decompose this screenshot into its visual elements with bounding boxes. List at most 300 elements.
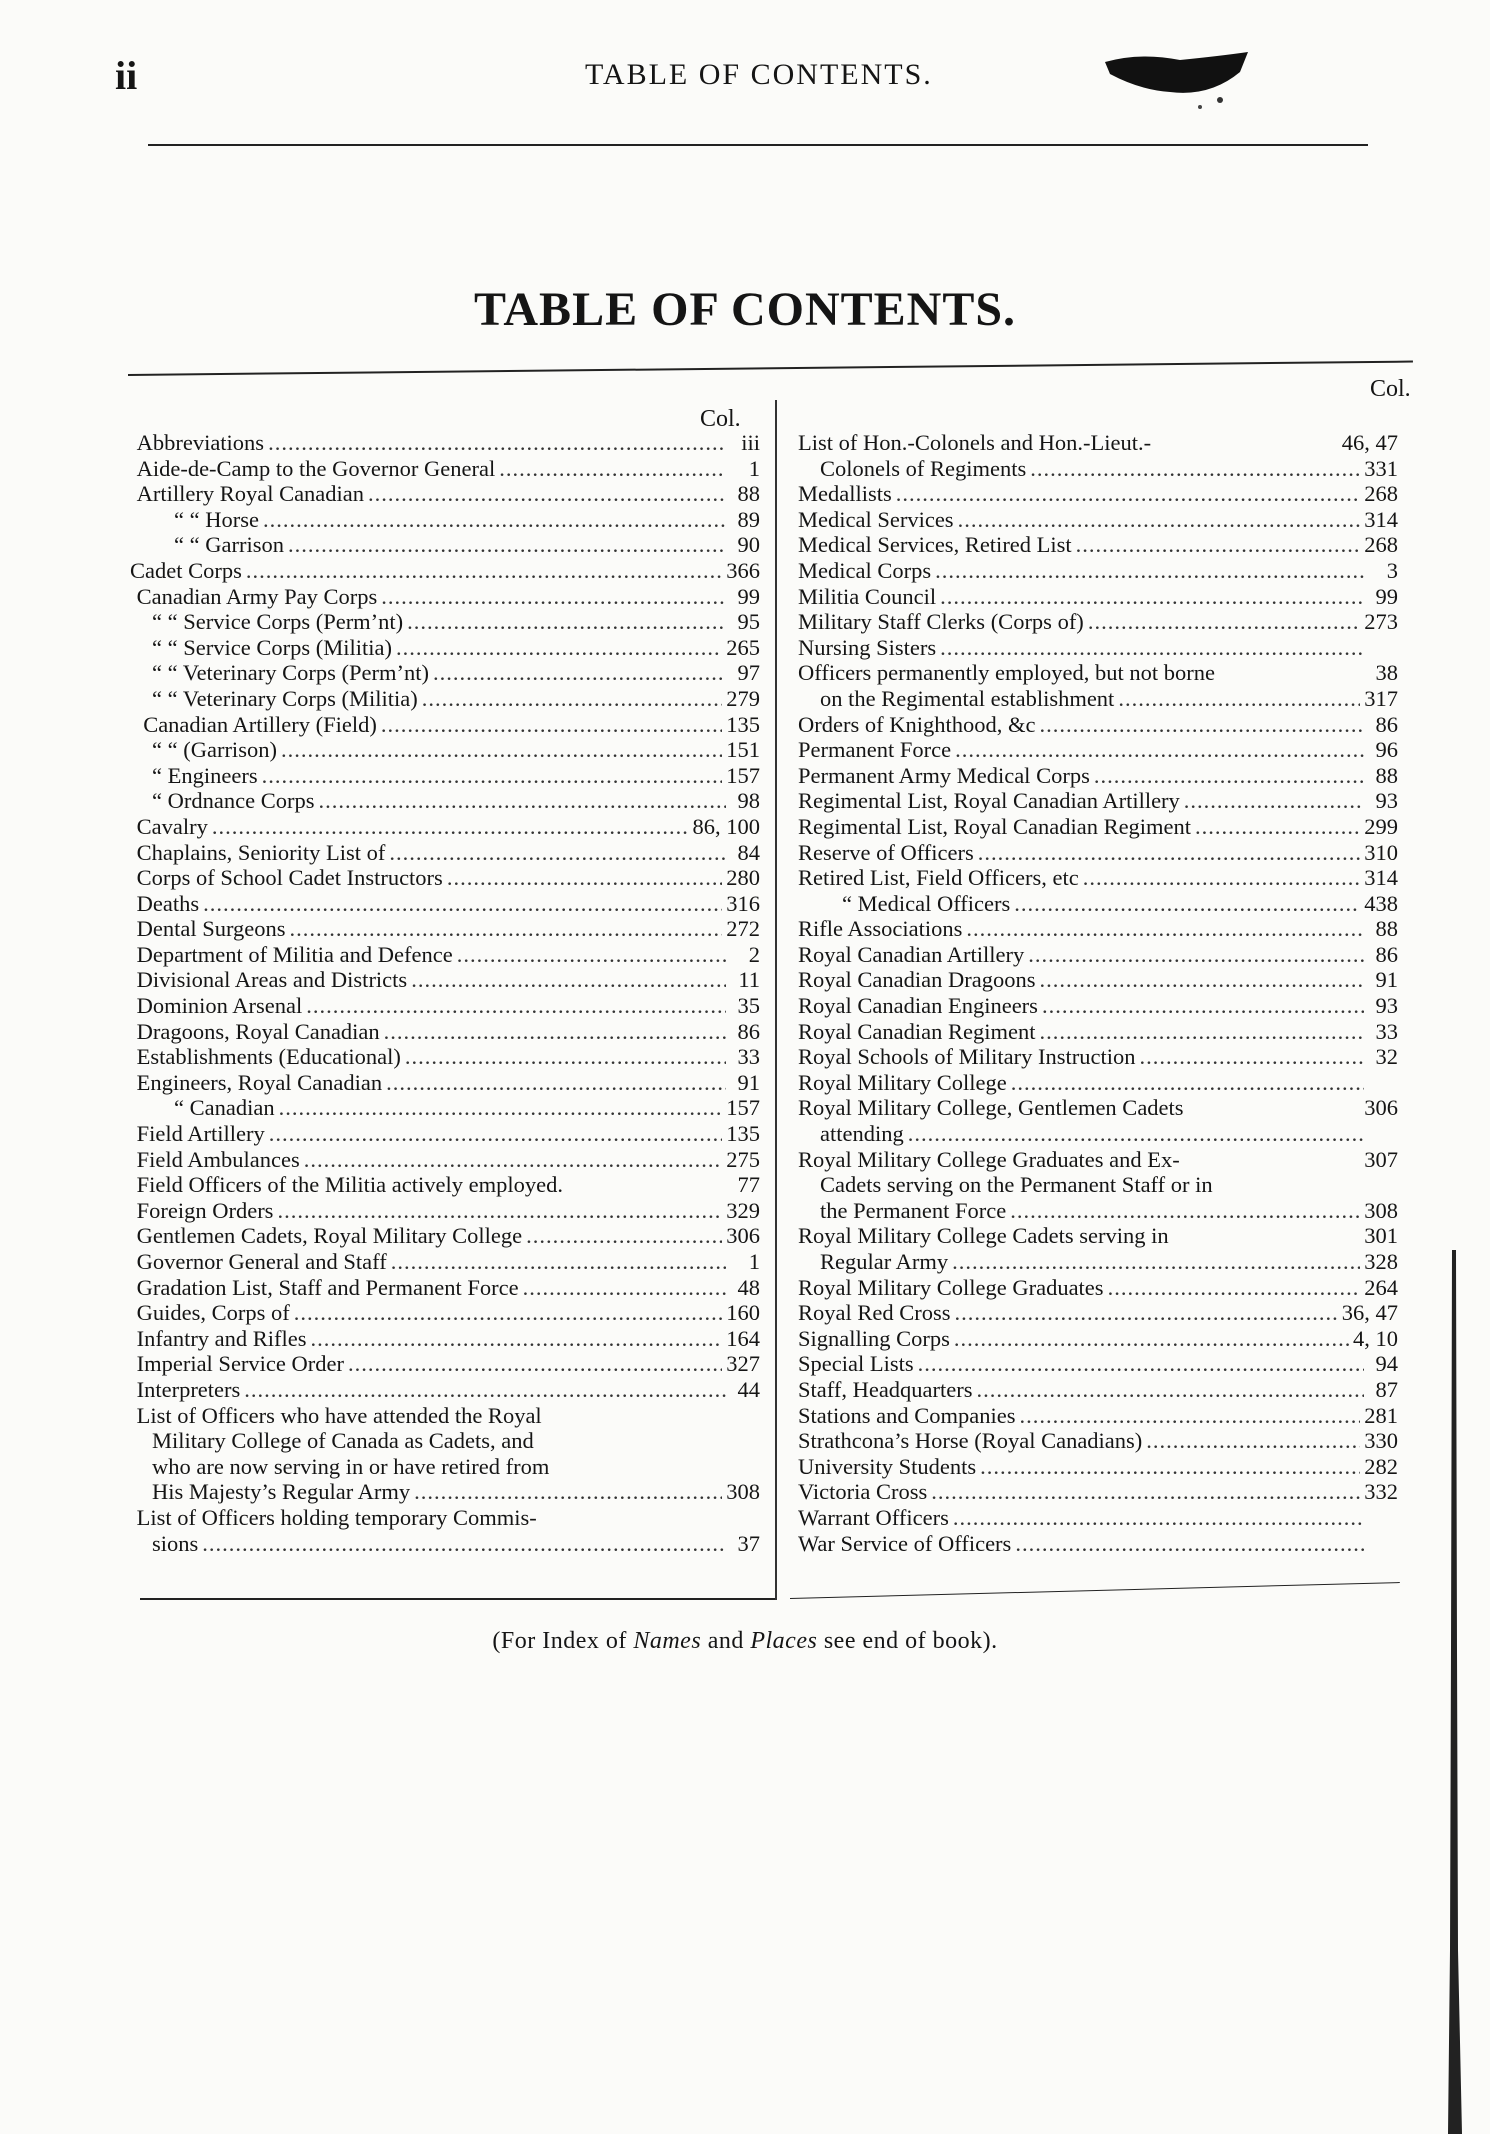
toc-entry-title: Establishments (Educational) <box>136 1044 401 1070</box>
toc-entry-title: “ Canadian <box>174 1095 275 1121</box>
toc-dot-leader <box>1146 1428 1360 1454</box>
toc-entry-title: “ “ (Garrison) <box>152 737 277 763</box>
toc-entry <box>798 993 1398 1019</box>
toc-entry-title: Regimental List, Royal Canadian Regiment <box>798 813 1192 839</box>
toc-entry <box>130 1479 760 1505</box>
toc-entry <box>130 942 760 968</box>
toc-entry-title: Engineers, Royal Canadian <box>136 1069 383 1095</box>
toc-entry <box>798 558 1398 584</box>
toc-entry <box>130 1198 760 1224</box>
toc-entry <box>130 558 760 584</box>
toc-entry-column: 306 <box>1364 1095 1398 1121</box>
toc-dot-leader <box>381 712 722 738</box>
toc-dot-leader <box>263 507 726 533</box>
toc-dot-leader <box>203 891 722 917</box>
toc-entry-title: “ Ordnance Corps <box>152 788 315 814</box>
toc-entry-column: 88 <box>737 481 760 507</box>
toc-entry-column: 44 <box>737 1376 760 1402</box>
toc-dot-leader <box>279 1095 723 1121</box>
toc-dot-leader <box>411 967 726 993</box>
toc-entry <box>130 1403 760 1429</box>
toc-entry <box>798 1403 1398 1429</box>
toc-entry-title: “ “ Garrison <box>174 532 284 558</box>
toc-entry-column: 88 <box>1375 762 1398 788</box>
toc-entry-title: Department of Militia and Defence <box>136 941 453 967</box>
toc-entry-title: Aide-de-Camp to the Governor General <box>136 455 496 481</box>
toc-entry-column: 265 <box>726 634 760 660</box>
toc-entry-column: 3 <box>1386 557 1398 583</box>
toc-entry-column: 316 <box>726 890 760 916</box>
toc-entry <box>798 967 1398 993</box>
toc-dot-leader <box>269 1121 723 1147</box>
column-divider <box>775 400 777 1600</box>
toc-entry-title: Colonels of Regiments <box>820 455 1027 481</box>
toc-entry <box>798 891 1398 917</box>
right-col-label: Col. <box>1370 376 1411 402</box>
toc-dot-leader <box>311 1326 723 1352</box>
toc-entry-title: List of Hon.-Colonels and Hon.-Lieut.- <box>798 430 1152 455</box>
toc-dot-leader <box>212 814 689 840</box>
toc-entry-title: Nursing Sisters <box>798 634 937 660</box>
toc-entry-title: Medallists <box>798 481 892 507</box>
index-note-prefix: (For Index of <box>492 1628 634 1654</box>
toc-entry <box>798 1454 1398 1480</box>
toc-entry <box>130 1249 760 1275</box>
toc-dot-leader <box>980 1454 1360 1480</box>
toc-entry-column: 93 <box>1375 788 1398 814</box>
toc-dot-leader <box>954 1326 1349 1352</box>
toc-dot-leader <box>1030 456 1360 482</box>
toc-entry-column: 32 <box>1375 1044 1398 1070</box>
toc-entry-column: 86, 100 <box>692 813 760 839</box>
title-rule <box>128 361 1413 376</box>
toc-entry-column: 33 <box>1375 1018 1398 1044</box>
toc-entry-title: Canadian Army Pay Corps <box>136 583 378 609</box>
toc-entry <box>130 1531 760 1557</box>
ink-blot-mark <box>1100 52 1250 112</box>
toc-entry-column: 275 <box>726 1146 760 1172</box>
toc-entry-column: 366 <box>726 557 760 583</box>
toc-entry-title: “ “ Service Corps (Militia) <box>152 634 392 660</box>
toc-entry <box>130 865 760 891</box>
toc-entry-title: “ “ Horse <box>174 506 259 532</box>
toc-entry <box>798 1172 1398 1198</box>
toc-entry-title: Corps of School Cadet Instructors <box>136 865 443 891</box>
toc-dot-leader <box>407 609 726 635</box>
toc-entry <box>130 1019 760 1045</box>
toc-entry <box>798 763 1398 789</box>
toc-dot-leader <box>931 1479 1360 1505</box>
toc-entry-column: 164 <box>726 1325 760 1351</box>
toc-entry <box>130 1121 760 1147</box>
toc-entry-title: Royal Canadian Artillery <box>798 941 1025 967</box>
toc-entry-title: Officers permanently employed, but not borne <box>798 660 1215 686</box>
toc-entry <box>130 916 760 942</box>
toc-dot-leader <box>246 558 722 584</box>
toc-entry-column: 157 <box>726 762 760 788</box>
toc-entry-column: 299 <box>1364 813 1398 839</box>
toc-entry <box>130 967 760 993</box>
toc-entry-column: 96 <box>1375 737 1398 763</box>
toc-entry-column: 307 <box>1364 1146 1398 1172</box>
toc-entry-column: 98 <box>737 788 760 814</box>
running-title: TABLE OF CONTENTS. <box>585 58 933 91</box>
toc-dot-leader <box>391 1249 726 1275</box>
toc-entry-title: Dominion Arsenal <box>136 993 303 1019</box>
toc-dot-leader <box>1042 993 1364 1019</box>
toc-dot-leader <box>523 1275 726 1301</box>
toc-entry-column: 308 <box>1364 1197 1398 1223</box>
toc-dot-leader <box>262 763 723 789</box>
toc-entry-column: 94 <box>1375 1351 1398 1377</box>
toc-entry <box>130 660 760 686</box>
toc-dot-leader <box>1039 1019 1364 1045</box>
toc-dot-leader <box>1039 967 1364 993</box>
toc-dot-leader <box>433 660 726 686</box>
toc-entry <box>798 1377 1398 1403</box>
toc-dot-leader <box>414 1479 722 1505</box>
toc-dot-leader <box>955 737 1364 763</box>
toc-dot-leader <box>1039 712 1364 738</box>
toc-entry <box>130 1147 760 1173</box>
toc-entry-column: 87 <box>1375 1376 1398 1402</box>
toc-entry-title: “ “ Service Corps (Perm’nt) <box>152 609 404 635</box>
toc-entry-column: 438 <box>1364 890 1398 916</box>
toc-entry <box>798 1198 1398 1224</box>
toc-entry-column: 99 <box>1375 583 1398 609</box>
toc-entry-title: Royal Military College Graduates <box>798 1274 1104 1300</box>
toc-entry-column: 1 <box>748 455 760 481</box>
toc-dot-leader <box>1015 1531 1364 1557</box>
toc-entry <box>130 1044 760 1070</box>
toc-entry <box>130 532 760 558</box>
toc-entry-title: Royal Canadian Dragoons <box>798 967 1036 993</box>
toc-entry-title: Stations and Companies <box>798 1402 1016 1428</box>
toc-dot-leader <box>896 481 1361 507</box>
toc-entry-column: iii <box>741 430 760 455</box>
toc-entry-title: Military College of Canada as Cadets, and <box>152 1428 534 1454</box>
toc-dot-leader <box>348 1351 722 1377</box>
toc-dot-leader <box>526 1223 722 1249</box>
toc-entry-title: Cadet Corps <box>130 557 242 583</box>
toc-dot-leader <box>1011 1070 1364 1096</box>
toc-entry-title: Retired List, Field Officers, etc <box>798 865 1079 891</box>
toc-entry-column: 2 <box>748 941 760 967</box>
toc-entry-column: 46, 47 <box>1341 430 1398 455</box>
toc-entry <box>130 1275 760 1301</box>
toc-dot-leader <box>1108 1275 1361 1301</box>
toc-entry <box>130 840 760 866</box>
toc-entry <box>798 481 1398 507</box>
toc-entry-column: 135 <box>726 711 760 737</box>
toc-dot-leader <box>396 635 722 661</box>
toc-entry-column: 329 <box>726 1197 760 1223</box>
toc-entry-column: 4, 10 <box>1353 1325 1398 1351</box>
toc-dot-leader <box>1118 686 1360 712</box>
toc-dot-leader <box>1010 1198 1360 1224</box>
toc-entry-title: Medical Services <box>798 506 954 532</box>
toc-entry-title: Reserve of Officers <box>798 839 974 865</box>
toc-entry-title: Deaths <box>136 890 200 916</box>
toc-dot-leader <box>1083 865 1360 891</box>
toc-entry <box>130 1505 760 1531</box>
toc-dot-leader <box>940 584 1364 610</box>
toc-entry-column: 11 <box>738 967 760 993</box>
toc-dot-leader <box>952 1249 1360 1275</box>
toc-dot-leader <box>405 1044 726 1070</box>
toc-entry <box>798 1019 1398 1045</box>
toc-dot-leader <box>1028 942 1364 968</box>
toc-entry <box>130 1326 760 1352</box>
toc-entry <box>798 865 1398 891</box>
toc-entry-title: Staff, Headquarters <box>798 1376 973 1402</box>
toc-entry <box>130 737 760 763</box>
toc-entry <box>798 1326 1398 1352</box>
toc-entry-column: 282 <box>1364 1453 1398 1479</box>
toc-dot-leader <box>368 481 726 507</box>
toc-entry-title: Medical Services, Retired List <box>798 532 1072 558</box>
toc-entry <box>798 1300 1398 1326</box>
toc-entry-title: Governor General and Staff <box>136 1249 387 1274</box>
toc-entry-title: Royal Military College Graduates and Ex- <box>798 1146 1180 1172</box>
toc-dot-leader <box>978 840 1360 866</box>
toc-dot-leader <box>1014 891 1360 917</box>
toc-dot-leader <box>1094 763 1364 789</box>
toc-entry-column: 37 <box>737 1530 760 1556</box>
toc-entry <box>798 507 1398 533</box>
toc-entry <box>130 1070 760 1096</box>
toc-entry-title: Victoria Cross <box>798 1479 928 1505</box>
toc-entry <box>130 1428 760 1454</box>
toc-entry-column: 90 <box>737 532 760 558</box>
toc-dot-leader <box>277 1198 722 1224</box>
toc-entry-title: Dragoons, Royal Canadian <box>136 1018 380 1044</box>
page-edge-shadow <box>1448 1250 1462 2134</box>
index-note-suffix: see end of book). <box>817 1628 998 1654</box>
toc-dot-leader <box>1076 532 1361 558</box>
toc-entry <box>130 456 760 482</box>
toc-entry <box>130 1095 760 1121</box>
toc-dot-leader <box>955 1300 1338 1326</box>
toc-entry <box>130 609 760 635</box>
toc-entry <box>798 737 1398 763</box>
toc-dot-leader <box>381 584 726 610</box>
toc-entry <box>798 686 1398 712</box>
toc-entry-title: Medical Corps <box>798 557 932 583</box>
toc-entry <box>798 609 1398 635</box>
toc-entry-title: List of Officers holding temporary Commis- <box>136 1504 537 1530</box>
toc-entry <box>798 814 1398 840</box>
toc-entry-column: 330 <box>1364 1428 1398 1454</box>
toc-entry-column: 268 <box>1364 532 1398 558</box>
toc-dot-leader <box>306 993 726 1019</box>
toc-entry-title: Permanent Force <box>798 737 952 763</box>
toc-entry-title: who are now serving in or have retired from <box>152 1453 550 1479</box>
toc-entry <box>130 1223 760 1249</box>
toc-entry <box>798 1095 1398 1121</box>
toc-entry-title: Orders of Knighthood, &c <box>798 711 1036 737</box>
toc-entry <box>130 712 760 738</box>
toc-dot-leader <box>940 635 1364 661</box>
toc-entry-column: 151 <box>726 737 760 763</box>
toc-entry-column: 135 <box>726 1121 760 1147</box>
toc-entry-column: 97 <box>737 660 760 686</box>
toc-dot-leader <box>268 430 726 456</box>
toc-entry <box>798 840 1398 866</box>
toc-entry <box>798 788 1398 814</box>
toc-dot-leader <box>1088 609 1360 635</box>
index-note-places: Places <box>750 1628 818 1654</box>
toc-entry-title: Foreign Orders <box>136 1197 274 1223</box>
toc-entry <box>130 763 760 789</box>
toc-entry-column: 1 <box>748 1249 760 1274</box>
toc-entry-title: Gentlemen Cadets, Royal Military College <box>136 1223 523 1249</box>
toc-entry-column: 331 <box>1364 455 1398 481</box>
index-note-names: Names <box>633 1628 702 1654</box>
toc-entry-title: on the Regimental establishment <box>820 685 1115 711</box>
toc-entry-title: Infantry and Rifles <box>136 1325 307 1351</box>
page-title: TABLE OF CONTENTS. <box>473 283 1017 336</box>
toc-entry <box>130 1377 760 1403</box>
toc-entry-title: Gradation List, Staff and Permanent Force <box>136 1274 519 1300</box>
toc-dot-leader <box>389 840 726 866</box>
toc-dot-leader <box>935 558 1364 584</box>
toc-entry-column: 301 <box>1364 1223 1398 1249</box>
toc-dot-leader <box>1195 814 1360 840</box>
toc-entry-title: Regimental List, Royal Canadian Artillery <box>798 788 1180 814</box>
toc-entry <box>798 1479 1398 1505</box>
toc-dot-leader <box>953 1505 1364 1531</box>
toc-entry <box>798 1505 1398 1531</box>
toc-entry-title: List of Officers who have attended the Royal <box>136 1402 542 1428</box>
toc-dot-leader <box>288 532 726 558</box>
toc-entry-column: 38 <box>1375 660 1398 686</box>
toc-dot-leader <box>304 1147 723 1173</box>
toc-entry <box>798 1223 1398 1249</box>
toc-entry-title: Regular Army <box>820 1249 949 1274</box>
toc-entry <box>798 1147 1398 1173</box>
toc-entry-column: 273 <box>1364 609 1398 635</box>
toc-entry <box>130 1300 760 1326</box>
toc-dot-leader <box>202 1531 726 1557</box>
toc-entry <box>798 430 1398 456</box>
toc-entry <box>130 1172 760 1198</box>
left-toc-list <box>130 430 760 1556</box>
toc-entry-title: Royal Red Cross <box>798 1300 951 1326</box>
toc-entry-title: Chaplains, Seniority List of <box>136 839 386 865</box>
toc-entry-title: Divisional Areas and Districts <box>136 967 408 993</box>
toc-entry-column: 314 <box>1364 506 1398 532</box>
toc-entry-title: Field Artillery <box>136 1121 265 1147</box>
page-number: ii <box>115 53 138 98</box>
toc-entry-title: “ “ Veterinary Corps (Perm’nt) <box>152 660 429 686</box>
toc-entry-column: 33 <box>737 1044 760 1070</box>
toc-dot-leader <box>1184 788 1364 814</box>
toc-dot-leader <box>318 788 726 814</box>
toc-entry-title: Royal Military College, Gentlemen Cadets <box>798 1095 1184 1121</box>
toc-entry-title: Imperial Service Order <box>136 1351 344 1377</box>
toc-entry-title: Dental Surgeons <box>136 916 286 942</box>
toc-dot-leader <box>422 686 722 712</box>
toc-entry-column: 268 <box>1364 481 1398 507</box>
toc-entry <box>130 481 760 507</box>
toc-entry <box>130 686 760 712</box>
toc-entry <box>130 584 760 610</box>
toc-entry <box>798 635 1398 661</box>
toc-dot-leader <box>386 1070 726 1096</box>
toc-entry <box>798 1428 1398 1454</box>
toc-entry <box>130 635 760 661</box>
toc-dot-leader <box>499 456 726 482</box>
toc-entry-title: Strathcona’s Horse (Royal Canadians) <box>798 1428 1143 1454</box>
toc-entry-column: 99 <box>737 583 760 609</box>
toc-entry-title: Canadian Artillery (Field) <box>143 711 377 737</box>
toc-entry-column: 77 <box>737 1172 760 1198</box>
toc-dot-leader <box>1139 1044 1364 1070</box>
toc-entry-title: Special Lists <box>798 1351 914 1377</box>
toc-entry <box>798 916 1398 942</box>
toc-dot-leader <box>290 916 723 942</box>
toc-entry <box>798 532 1398 558</box>
toc-dot-leader <box>457 942 726 968</box>
toc-entry-title: Cadets serving on the Permanent Staff or in <box>820 1172 1213 1198</box>
toc-entry <box>798 1070 1398 1096</box>
toc-entry <box>798 1121 1398 1147</box>
toc-entry-column: 48 <box>737 1274 760 1300</box>
toc-entry-column: 35 <box>737 993 760 1019</box>
toc-entry-title: Royal Military College <box>798 1069 1007 1095</box>
toc-entry-column: 306 <box>726 1223 760 1249</box>
toc-entry-column: 280 <box>726 865 760 891</box>
toc-entry-title: Artillery Royal Canadian <box>136 481 365 507</box>
toc-entry-title: Guides, Corps of <box>136 1300 290 1326</box>
toc-entry-title: Abbreviations <box>136 430 265 455</box>
toc-entry-column: 328 <box>1364 1249 1398 1274</box>
toc-dot-leader <box>977 1377 1364 1403</box>
toc-dot-leader <box>384 1019 726 1045</box>
toc-entry-title: Militia Council <box>798 583 937 609</box>
toc-entry-title: Warrant Officers <box>798 1504 949 1530</box>
header-rule <box>148 144 1368 146</box>
toc-entry-column: 160 <box>726 1300 760 1326</box>
index-note-and: and <box>701 1628 751 1654</box>
toc-entry-title: sions <box>152 1530 199 1556</box>
toc-entry-title: Field Officers of the Militia actively employed. <box>136 1172 563 1198</box>
toc-entry-title: Royal Canadian Regiment <box>798 1018 1036 1044</box>
toc-entry-title: “ “ Veterinary Corps (Militia) <box>152 685 418 711</box>
toc-entry <box>798 660 1398 686</box>
toc-entry-title: Permanent Army Medical Corps <box>798 762 1090 788</box>
toc-entry <box>798 1275 1398 1301</box>
toc-entry <box>798 1531 1398 1557</box>
toc-entry-column: 264 <box>1364 1274 1398 1300</box>
toc-entry-title: “ Engineers <box>152 762 258 788</box>
toc-dot-leader <box>281 737 722 763</box>
toc-entry <box>798 456 1398 482</box>
toc-entry <box>798 942 1398 968</box>
toc-entry-title: Cavalry <box>136 813 208 839</box>
toc-entry-column: 272 <box>726 916 760 942</box>
toc-entry-title: Royal Military College Cadets serving in <box>798 1223 1169 1249</box>
toc-dot-leader <box>966 916 1364 942</box>
running-head <box>0 52 1490 98</box>
toc-entry-column: 93 <box>1375 993 1398 1019</box>
toc-entry-column: 281 <box>1364 1402 1398 1428</box>
toc-entry-column: 308 <box>726 1479 760 1505</box>
toc-entry-column: 314 <box>1364 865 1398 891</box>
toc-entry-title: University Students <box>798 1453 977 1479</box>
toc-entry <box>130 507 760 533</box>
